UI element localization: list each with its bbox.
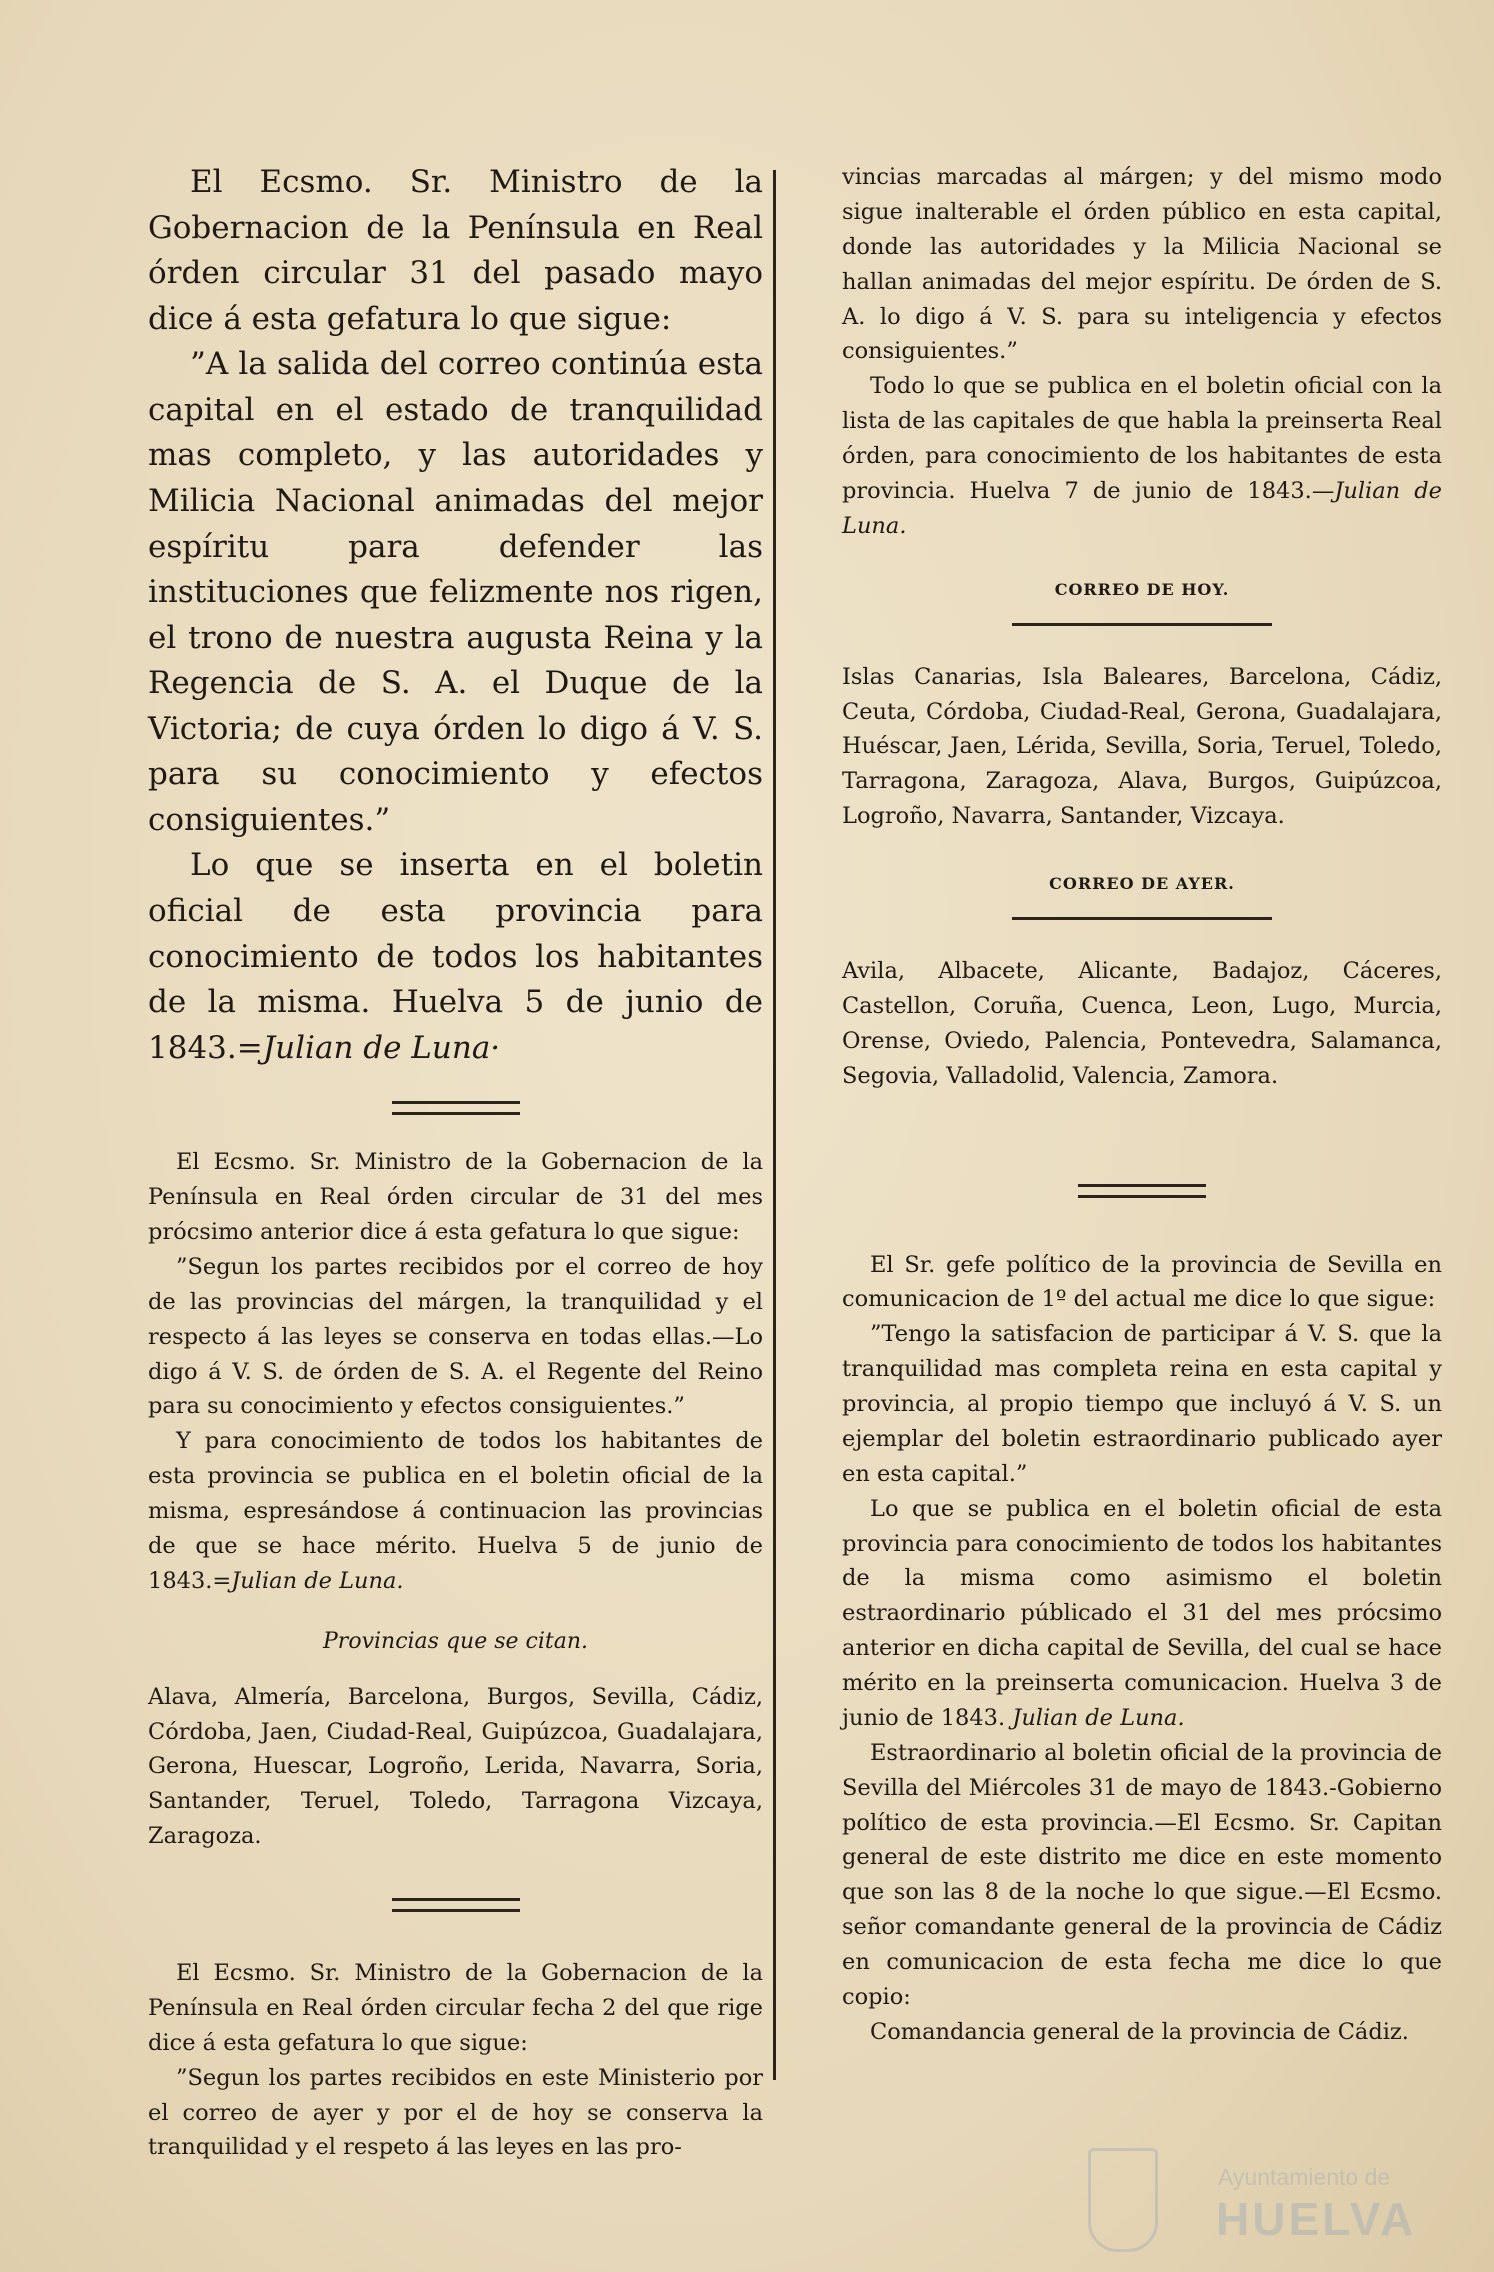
paragraph: ”Tengo la satisfacion de participar á V. S. que la tranquilidad mas completa reina en esta capital y provincia, al propio tiempo que incluyó á V. S. un ejemplar del boletin estraordinario publicado ayer en esta capital.”: [842, 1321, 1442, 1487]
column-divider: [773, 170, 776, 2080]
signature: Julian de Luna.: [231, 1567, 404, 1594]
provincias-heading: Provincias que se citan.: [323, 1628, 588, 1654]
heading-rule: [1012, 623, 1272, 626]
watermark-line2: HUELVA: [1216, 2193, 1417, 2245]
correo-hoy-heading: CORREO DE HOY.: [1054, 579, 1230, 599]
provincias-list: [148, 1680, 763, 1854]
correo-hoy-list: [842, 660, 1442, 834]
article-2: [148, 1145, 763, 1854]
paragraph: [148, 1424, 763, 1598]
signature: Julian de Luna.: [1012, 1704, 1185, 1731]
paragraph: Alava, Almería, Barcelona, Burgos, Sevilla, Cádiz, Córdoba, Jaen, Ciudad-Real, Guipúzcoa, Guadalajara, Gerona, Huescar, Logroño, Lerida, Navarra, Soria, Santander, Teruel, Toledo, Tarragona Vizcaya, Zaragoza.: [148, 1683, 763, 1850]
heading-rule: [1012, 917, 1272, 920]
paragraph: Islas Canarias, Isla Baleares, Barcelona, Cádiz, Ceuta, Córdoba, Ciudad-Real, Gerona, Guadalajara, Huéscar, Jaen, Lérida, Sevilla, Soria, Teruel, Toledo, Tarragona, Zaragoza, Alava, Burgos, Guipúzcoa, Logroño, Navarra, Santander, Vizcaya.: [842, 663, 1442, 830]
paragraph: Comandancia general de la provincia de Cádiz.: [870, 2018, 1409, 2045]
paragraph: Avila, Albacete, Alicante, Badajoz, Cáceres, Castellon, Coruña, Cuenca, Leon, Lugo, Murcia, Orense, Oviedo, Palencia, Pontevedra, Salamanca, Segovia, Valladolid, Valencia, Zamora.: [842, 958, 1442, 1089]
signature: Julian de Luna.: [842, 477, 1442, 539]
article-3-continued: [842, 160, 1442, 544]
section-separator: [392, 1898, 520, 1912]
correo-ayer-list: [842, 954, 1442, 1094]
paragraph-text: Lo que se publica en el boletin oficial de esta provincia para conocimiento de todos los habitantes de la misma como asimismo el boletin estraordinario públicado el 31 del mes prócsimo anterior en dicha capital de Sevilla, del cual se hace mérito en la preinserta comunicacion. Huelva 3 de junio de 1843.: [842, 1495, 1442, 1731]
paragraph: ”Segun los partes recibidos en este Ministerio por el correo de ayer y por el de hoy se conserva la tranquilidad y el respeto á las leyes en las pro-: [148, 2064, 763, 2161]
paragraph: El Sr. gefe político de la provincia de Sevilla en comunicacion de 1º del actual me dice lo que sigue:: [842, 1251, 1442, 1313]
section-separator: [1078, 1184, 1206, 1198]
watermark-line1: Ayuntamiento de: [1218, 2164, 1391, 2190]
paragraph: vincias marcadas al márgen; y del mismo modo sigue inalterable el órden público en esta capital, donde las autoridades y la Milicia Nacional se hallan animadas del mejor espíritu. De órden de S. A. lo digo á V. S. para su inteligencia y efectos consiguientes.”: [842, 164, 1442, 365]
article-3: [148, 1956, 763, 2165]
paragraph-text: Y para conocimiento de todos los habitantes de esta provincia se publica en el boletin oficial de la misma, espresándose á continuacion las provincias de que se hace mérito. Huelva 5 de junio de 1843.=: [148, 1428, 763, 1594]
coat-of-arms-icon: [1088, 2148, 1158, 2252]
paragraph-text: Lo que se inserta en el boletin oficial de esta provincia para conocimiento de todos los habitantes de la misma. Huelva 5 de junio de 1843.=: [148, 847, 763, 1066]
ayuntamiento-watermark: [1088, 2148, 1418, 2258]
paragraph: ”A la salida del correo continúa esta capital en el estado de tranquilidad mas completo, y las autoridades y Milicia Nacional animadas del mejor espíritu para defender las instituciones que felizmente nos rigen, el trono de nuestra augusta Reina y la Regencia de S. A. el Duque de la Victoria; de cuya órden lo digo á V. S. para su conocimiento y efectos consiguientes.”: [148, 346, 763, 838]
paragraph: ”Segun los partes recibidos por el correo de hoy de las provincias del márgen, la tranquilidad y el respecto á las leyes se conserva en todas ellas.—Lo digo á V. S. de órden de S. A. el Regente del Reino para su conocimiento y efectos consiguientes.”: [148, 1253, 763, 1420]
paragraph: [148, 843, 763, 1071]
section-separator: [392, 1101, 520, 1115]
paragraph: El Ecsmo. Sr. Ministro de la Gobernacion de la Península en Real órden circular 31 del pasado mayo dice á esta gefatura lo que sigue:: [148, 164, 763, 337]
article-4: [842, 1248, 1442, 2050]
signature: Julian de Luna·: [262, 1029, 501, 1066]
right-column: [842, 160, 1442, 2050]
article-1: [148, 160, 763, 1071]
paragraph-text: Todo lo que se publica en el boletin oficial con la lista de las capitales de que habla la preinserta Real órden, para conocimiento de los habitantes de esta provincia. Huelva 7 de junio de 1843.—: [842, 373, 1442, 504]
paragraph: El Ecsmo. Sr. Ministro de la Gobernacion de la Península en Real órden circular fecha 2 del que rige dice á esta gefatura lo que sigue:: [148, 1960, 763, 2056]
correo-ayer-heading: CORREO DE AYER.: [1049, 874, 1235, 893]
paragraph: [842, 1492, 1442, 1736]
paragraph: [842, 369, 1442, 543]
left-column: [148, 160, 763, 2165]
paragraph: Estraordinario al boletin oficial de la provincia de Sevilla del Miércoles 31 de mayo de 1843.-Gobierno político de esta provincia.—El Ecsmo. Sr. Capitan general de este distrito me dice en este momento que son las 8 de la noche lo que sigue.—El Ecsmo. señor comandante general de la provincia de Cádiz en comunicacion de esta fecha me dice lo que copio:: [842, 1739, 1442, 2010]
paragraph: El Ecsmo. Sr. Ministro de la Gobernacion de la Península en Real órden circular de 31 del mes prócsimo anterior dice á esta gefatura lo que sigue:: [148, 1149, 763, 1245]
